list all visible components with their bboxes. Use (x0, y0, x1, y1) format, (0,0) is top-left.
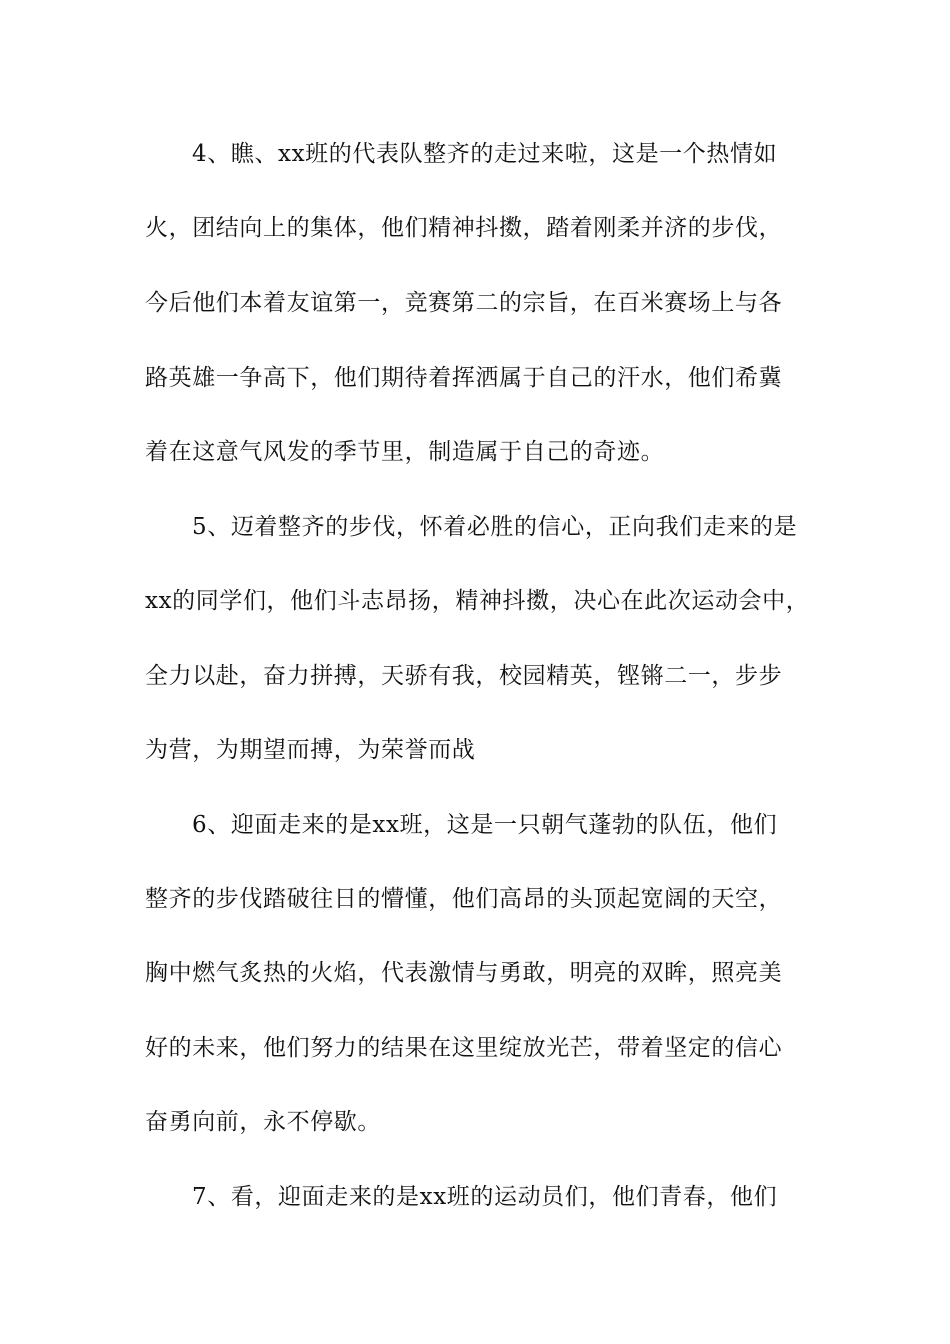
paragraph-4-line-2: 火，团结向上的集体，他们精神抖擞，踏着刚柔并济的步伐， (145, 215, 783, 241)
paragraph-5-line-3: 全力以赴，奋力拼搏，天骄有我，校园精英，铿锵二一，步步 (145, 663, 783, 689)
paragraph-6-line-2: 整齐的步伐踏破往日的懵懂，他们高昂的头顶起宽阔的天空， (145, 886, 783, 912)
paragraph-4-line-5: 着在这意气风发的季节里，制造属于自己的奇迹。 (145, 439, 665, 465)
paragraph-6-line-1: 6、迎面走来的是xx班，这是一只朝气蓬勃的队伍，他们 (192, 812, 778, 838)
paragraph-5-line-4: 为营，为期望而搏，为荣誉而战 (145, 737, 476, 763)
paragraph-4-line-1: 4、瞧、xx班的代表队整齐的走过来啦，这是一个热情如 (192, 141, 778, 167)
paragraph-7-line-1: 7、看，迎面走来的是xx班的运动员们，他们青春，他们 (192, 1184, 778, 1210)
paragraph-5-line-1: 5、迈着整齐的步伐，怀着必胜的信心，正向我们走来的是 (192, 514, 798, 540)
paragraph-6-line-3: 胸中燃气炙热的火焰，代表激情与勇敢，明亮的双眸，照亮美 (145, 960, 783, 986)
paragraph-5-line-2: xx的同学们，他们斗志昂扬，精神抖擞，决心在此次运动会中， (145, 588, 810, 614)
paragraph-6-line-4: 好的未来，他们努力的结果在这里绽放光芒，带着坚定的信心 (145, 1035, 783, 1061)
paragraph-4-line-3: 今后他们本着友谊第一，竞赛第二的宗旨，在百米赛场上与各 (145, 290, 783, 316)
paragraph-4-line-4: 路英雄一争高下，他们期待着挥洒属于自己的汗水，他们希冀 (145, 365, 783, 391)
paragraph-6-line-5: 奋勇向前，永不停歇。 (145, 1109, 381, 1135)
